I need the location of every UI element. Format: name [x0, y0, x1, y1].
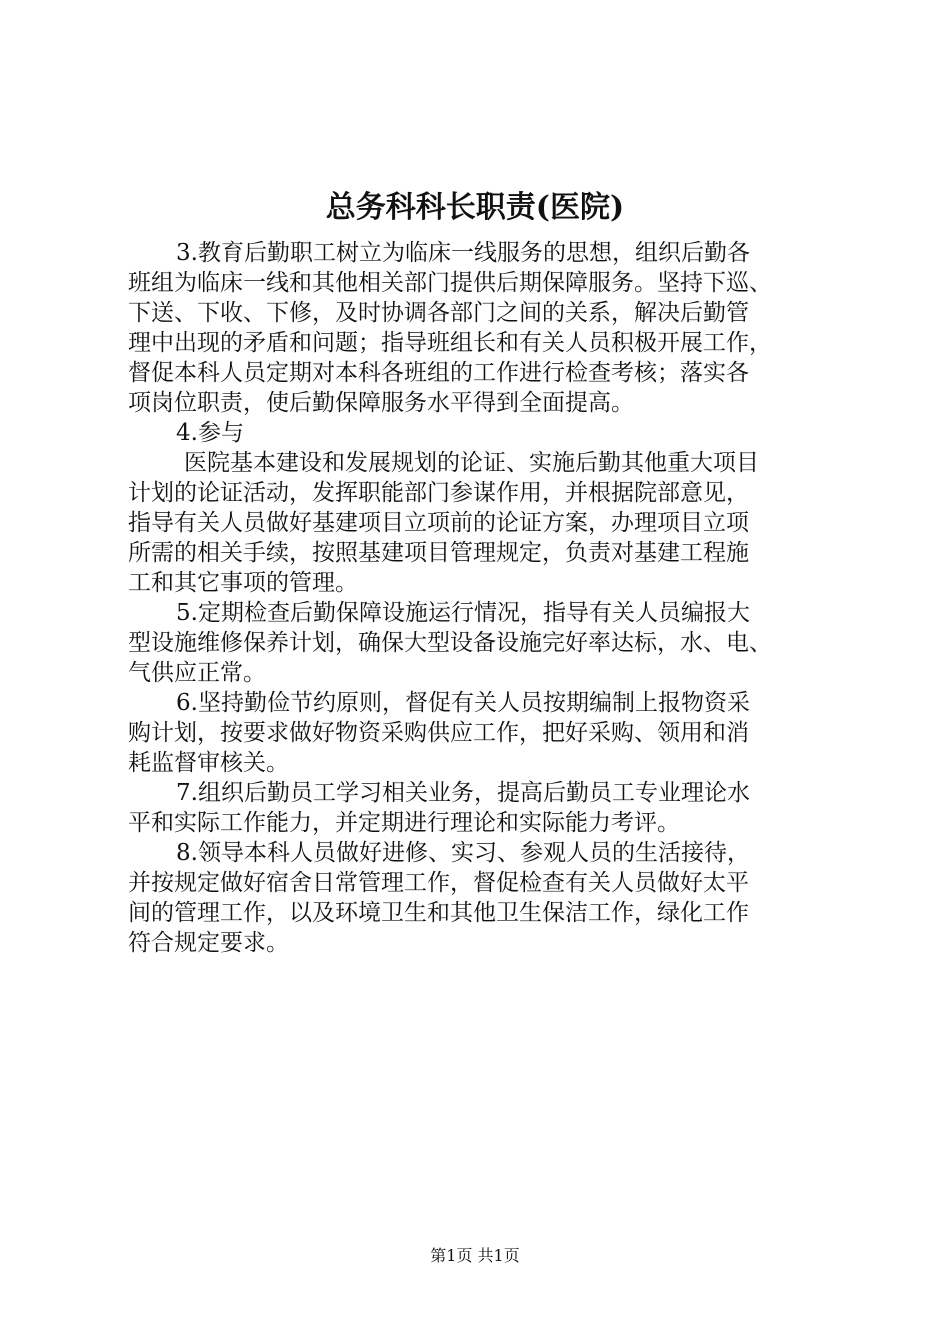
- paragraph-line: 项岗位职责，使后勤保障服务水平得到全面提高。: [128, 390, 634, 416]
- paragraph-line: 所需的相关手续，按照基建项目管理规定，负责对基建工程施: [128, 540, 749, 566]
- paragraph-line: 间的管理工作，以及环境卫生和其他卫生保洁工作，绿化工作: [128, 900, 749, 926]
- page-footer: 第1页 共1页: [430, 1246, 520, 1265]
- paragraph-line: 4.参与: [176, 420, 244, 446]
- paragraph-line: 气供应正常。: [128, 660, 266, 686]
- paragraph-line: 7.组织后勤员工学习相关业务，提高后勤员工专业理论水: [176, 780, 750, 806]
- paragraph-line: 班组为临床一线和其他相关部门提供后期保障服务。坚持下巡、: [128, 270, 772, 296]
- paragraph-line: 工和其它事项的管理。: [128, 570, 358, 596]
- paragraph-line: 8.领导本科人员做好进修、实习、参观人员的生活接待，: [176, 840, 750, 866]
- paragraph-line: 5.定期检查后勤保障设施运行情况，指导有关人员编报大: [176, 600, 750, 626]
- paragraph-line: 符合规定要求。: [128, 930, 289, 956]
- paragraph-line: 型设施维修保养计划，确保大型设备设施完好率达标，水、电、: [128, 630, 772, 656]
- paragraph-line: 督促本科人员定期对本科各班组的工作进行检查考核；落实各: [128, 360, 749, 386]
- paragraph-line: 耗监督审核关。: [128, 750, 289, 776]
- paragraph-line: 平和实际工作能力，并定期进行理论和实际能力考评。: [128, 810, 680, 836]
- paragraph-line: 计划的论证活动，发挥职能部门参谋作用，并根据院部意见，: [128, 480, 749, 506]
- paragraph-line: 下送、下收、下修，及时协调各部门之间的关系，解决后勤管: [128, 300, 749, 326]
- paragraph-line: 医院基本建设和发展规划的论证、实施后勤其他重大项目: [184, 450, 759, 476]
- paragraph-line: 3.教育后勤职工树立为临床一线服务的思想，组织后勤各: [176, 240, 750, 266]
- paragraph-line: 6.坚持勤俭节约原则，督促有关人员按期编制上报物资采: [176, 690, 750, 716]
- paragraph-line: 购计划，按要求做好物资采购供应工作，把好采购、领用和消: [128, 720, 749, 746]
- page-title: 总务科科长职责(医院): [325, 190, 625, 225]
- paragraph-line: 理中出现的矛盾和问题；指导班组长和有关人员积极开展工作，: [128, 330, 772, 356]
- document-body: [128, 238, 832, 958]
- paragraph-line: 指导有关人员做好基建项目立项前的论证方案，办理项目立项: [128, 510, 749, 536]
- paragraph-line: 并按规定做好宿舍日常管理工作，督促检查有关人员做好太平: [128, 870, 749, 896]
